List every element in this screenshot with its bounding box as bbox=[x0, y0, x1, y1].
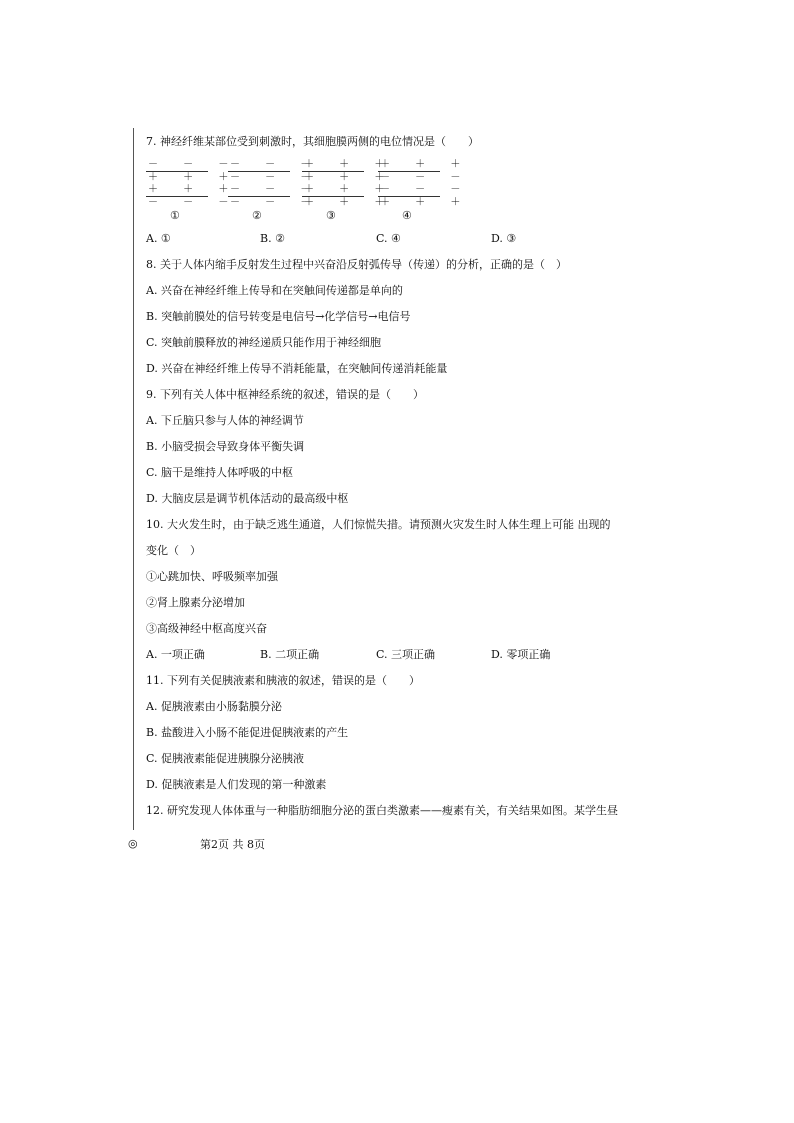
q10-item-2: ②肾上腺素分泌增加 bbox=[146, 596, 245, 609]
margin-rule bbox=[133, 128, 134, 830]
option-b: B. ② bbox=[260, 232, 285, 245]
membrane-diagram-2 bbox=[228, 159, 322, 222]
diagram-label: ③ bbox=[326, 209, 336, 222]
membrane-diagram-4 bbox=[378, 159, 472, 222]
q11-option-c: C. 促胰液素能促进胰腺分泌胰液 bbox=[146, 752, 305, 765]
charge-row: ＋ ＋ ＋ bbox=[304, 172, 396, 183]
q11-option-a: A. 促胰液素由小肠黏膜分泌 bbox=[146, 700, 282, 713]
q7-membrane-diagrams bbox=[146, 159, 472, 222]
footer-symbol: ◎ bbox=[128, 837, 138, 850]
charge-row: ＋ ＋ ＋ bbox=[148, 184, 240, 195]
option-c: C. 三项正确 bbox=[376, 648, 436, 661]
option-d: D. ③ bbox=[491, 232, 517, 245]
q7-stem: 7. 神经纤维某部位受到刺激时，其细胞膜两侧的电位情况是（ ） bbox=[146, 135, 479, 148]
q11-option-d: D. 促胰液素是人们发现的第一种激素 bbox=[146, 778, 327, 791]
q9-option-b: B. 小脑受损会导致身体平衡失调 bbox=[146, 440, 305, 453]
q10-item-3: ③高级神经中枢高度兴奋 bbox=[146, 622, 267, 635]
charge-row: － － － bbox=[148, 197, 240, 208]
charge-row: ＋ ＋ ＋ bbox=[304, 197, 396, 208]
charge-row: ＋ ＋ ＋ bbox=[304, 184, 396, 195]
q9-option-d: D. 大脑皮层是调节机体活动的最高级中枢 bbox=[146, 492, 349, 505]
q10-stem-line2: 变化（ ） bbox=[146, 544, 201, 557]
q11-stem: 11. 下列有关促胰液素和胰液的叙述，错误的是（ ） bbox=[146, 674, 420, 687]
q8-stem: 8. 关于人体内缩手反射发生过程中兴奋沿反射弧传导（传递）的分析，正确的是（ ） bbox=[146, 258, 567, 271]
option-d: D. 零项正确 bbox=[491, 648, 551, 661]
q12-stem: 12. 研究发现人体体重与一种脂肪细胞分泌的蛋白类激素——瘦素有关，有关结果如图。某学生昼 bbox=[146, 804, 618, 817]
diagram-label: ② bbox=[252, 209, 262, 222]
option-b: B. 二项正确 bbox=[260, 648, 320, 661]
q11-option-b: B. 盐酸进入小肠不能促进促胰液素的产生 bbox=[146, 726, 349, 739]
q10-stem-line1: 10. 大火发生时，由于缺乏逃生通道，人们惊慌失措。请预测火灾发生时人体生理上可能 出现的 bbox=[146, 518, 611, 531]
charge-row: ＋ ＋ ＋ bbox=[304, 159, 396, 170]
charge-row: － － － bbox=[230, 197, 322, 208]
charge-row: ＋ ＋ ＋ bbox=[148, 172, 240, 183]
q9-option-a: A. 下丘脑只参与人体的神经调节 bbox=[146, 414, 304, 427]
option-c: C. ④ bbox=[376, 232, 401, 245]
charge-row: － － － bbox=[380, 184, 472, 195]
charge-row: ＋ ＋ ＋ bbox=[380, 159, 472, 170]
q10-item-1: ①心跳加快、呼吸频率加强 bbox=[146, 570, 278, 583]
option-a: A. 一项正确 bbox=[146, 648, 205, 661]
charge-row: － － － bbox=[230, 184, 322, 195]
option-a: A. ① bbox=[146, 232, 171, 245]
charge-row: － － － bbox=[148, 159, 240, 170]
q9-option-c: C. 脑干是维持人体呼吸的中枢 bbox=[146, 466, 294, 479]
q8-option-c: C. 突触前膜释放的神经递质只能作用于神经细胞 bbox=[146, 336, 382, 349]
membrane-diagram-3 bbox=[302, 159, 396, 222]
page-number: 第2页 共 8页 bbox=[200, 838, 265, 851]
diagram-label: ④ bbox=[402, 209, 412, 222]
diagram-label: ① bbox=[170, 209, 180, 222]
charge-row: － － － bbox=[230, 159, 322, 170]
q8-option-a: A. 兴奋在神经纤维上传导和在突触间传递都是单向的 bbox=[146, 284, 403, 297]
membrane-diagram-1 bbox=[146, 159, 240, 222]
charge-row: － － － bbox=[230, 172, 322, 183]
q8-option-b: B. 突触前膜处的信号转变是电信号→化学信号→电信号 bbox=[146, 310, 411, 323]
charge-row: － － － bbox=[380, 172, 472, 183]
q8-option-d: D. 兴奋在神经纤维上传导不消耗能量，在突触间传递消耗能量 bbox=[146, 362, 448, 375]
charge-row: ＋ ＋ ＋ bbox=[380, 197, 472, 208]
q9-stem: 9. 下列有关人体中枢神经系统的叙述，错误的是（ ） bbox=[146, 388, 424, 401]
